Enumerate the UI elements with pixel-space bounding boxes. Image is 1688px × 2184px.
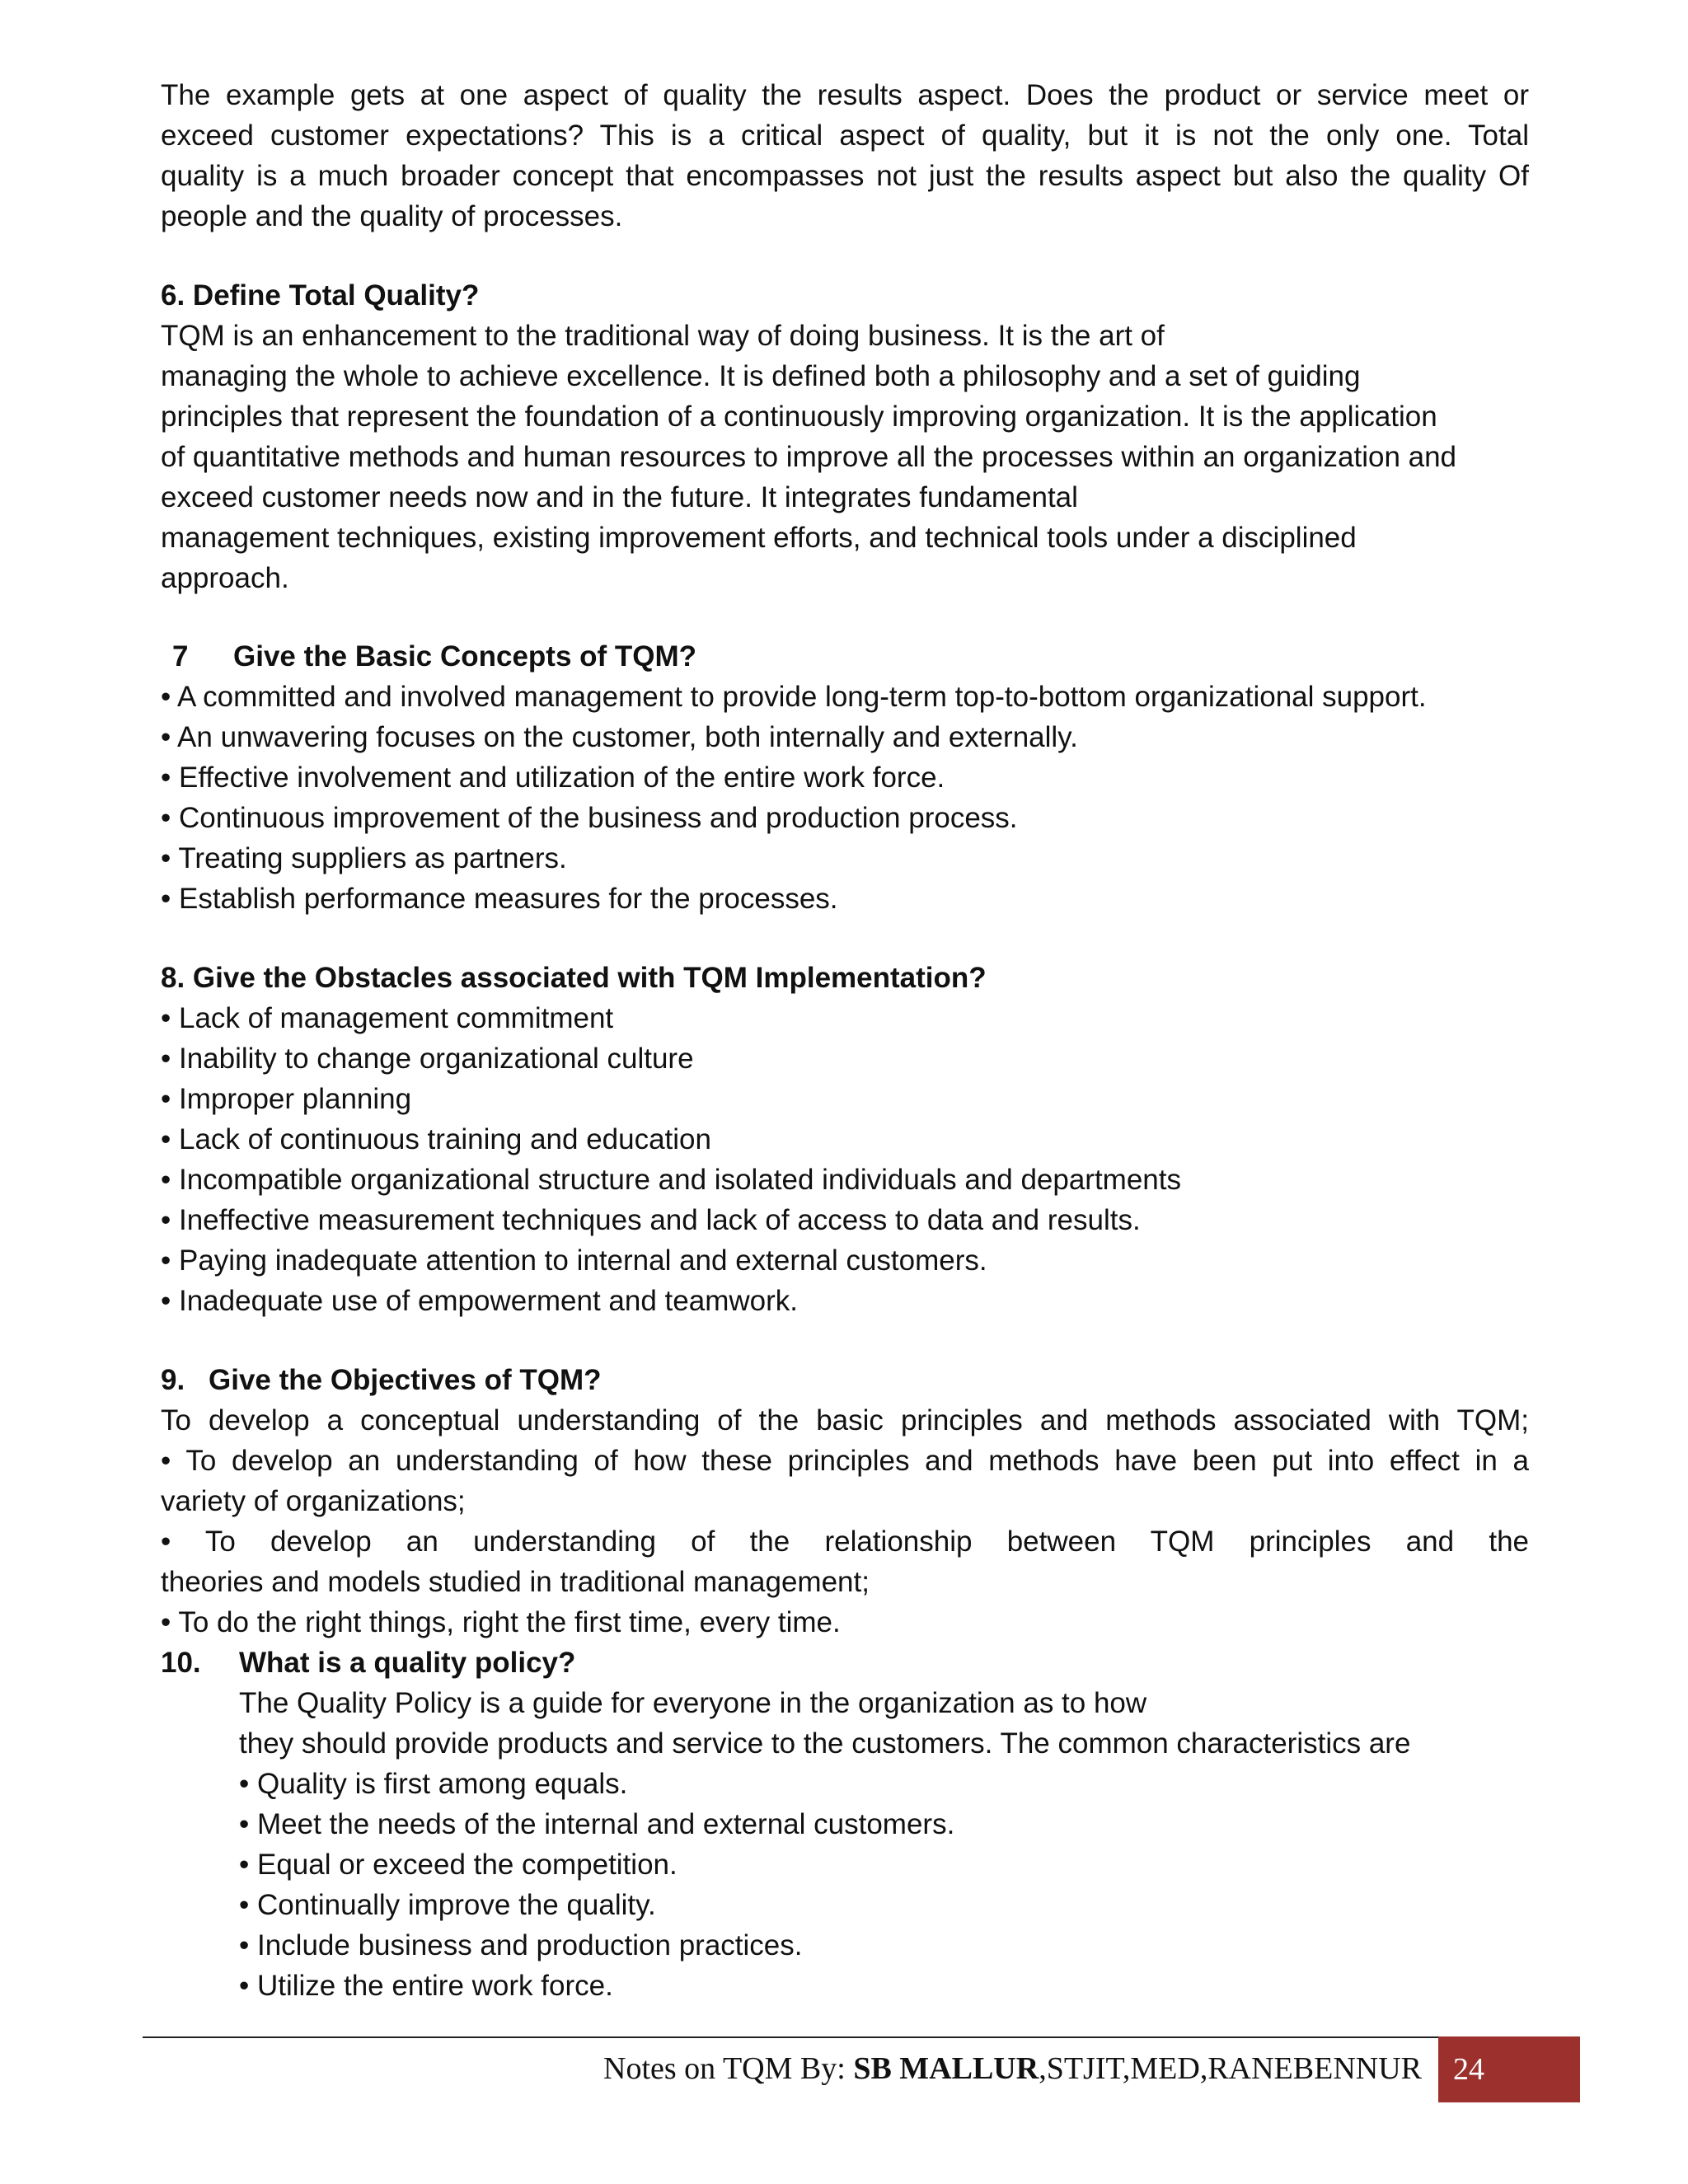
q9-line: • To develop an understanding of how these principles and methods have been put into effect in a — [161, 1445, 1529, 1477]
footer-suffix: ,STJIT,MED,RANEBENNUR — [1039, 2051, 1422, 2086]
footer-prefix: Notes on TQM By: — [603, 2051, 854, 2086]
q8-item: • Lack of management commitment — [161, 1002, 614, 1034]
footer-credit — [603, 2044, 1422, 2093]
page-number: 24 — [1438, 2036, 1580, 2102]
q6-line: of quantitative methods and human resources to improve all the processes within an organization and — [161, 441, 1457, 473]
section-q7 — [161, 636, 1529, 919]
q9-line: To develop a conceptual understanding of the basic principles and methods associated with TQM; — [161, 1404, 1529, 1436]
q8-item: • Paying inadequate attention to internal and external customers. — [161, 1244, 987, 1277]
q8-heading: 8. Give the Obstacles associated with TQM Implementation? — [161, 962, 987, 994]
q7-heading-text: Give the Basic Concepts of TQM? — [233, 640, 697, 673]
section-q8 — [161, 958, 1529, 1321]
q6-heading: 6. Define Total Quality? — [161, 279, 480, 312]
q7-item: • Treating suppliers as partners. — [161, 842, 567, 874]
q9-number: 9. — [161, 1364, 185, 1396]
q9-line: variety of organizations; — [161, 1485, 466, 1517]
q7-item: • Effective involvement and utilization of the entire work force. — [161, 762, 945, 794]
q10-number: 10. — [161, 1647, 201, 1679]
q10-heading-text: What is a quality policy? — [239, 1647, 576, 1679]
q7-item: • An unwavering focuses on the customer, both internally and externally. — [161, 721, 1078, 753]
q9-line: • To do the right things, right the first time, every time. — [161, 1606, 841, 1638]
intro-line: people and the quality of processes. — [161, 200, 623, 232]
q10-line: The Quality Policy is a guide for everyone in the organization as to how — [239, 1687, 1147, 1719]
intro-line: The example gets at one aspect of quality the results aspect. Does the product or service meet or — [161, 79, 1529, 111]
q10-line: • Utilize the entire work force. — [239, 1970, 613, 2002]
q10-line: • Quality is first among equals. — [239, 1768, 628, 1800]
q9-heading — [161, 1360, 1529, 1400]
q7-item: • Continuous improvement of the business and production process. — [161, 802, 1018, 834]
q8-item: • Incompatible organizational structure and isolated individuals and departments — [161, 1164, 1181, 1196]
q6-line: management techniques, existing improvement efforts, and technical tools under a disciplined — [161, 522, 1357, 554]
q8-item: • Improper planning — [161, 1083, 412, 1115]
q6-line: principles that represent the foundation of a continuously improving organization. It is the application — [161, 401, 1437, 433]
q8-item: • Ineffective measurement techniques and lack of access to data and results. — [161, 1204, 1141, 1236]
q10-line: • Equal or exceed the competition. — [239, 1849, 678, 1881]
q8-item: • Inadequate use of empowerment and teamwork. — [161, 1285, 798, 1317]
q9-line: • To develop an understanding of the relationship between TQM principles and the — [161, 1526, 1529, 1558]
q8-item: • Inability to change organizational culture — [161, 1043, 694, 1075]
q6-line: managing the whole to achieve excellence. It is defined both a philosophy and a set of guiding — [161, 360, 1361, 392]
q10-line: they should provide products and service to the customers. The common characteristics are — [239, 1727, 1411, 1760]
footer-divider — [143, 2036, 1447, 2038]
q10-line: • Continually improve the quality. — [239, 1889, 656, 1921]
footer-author: SB MALLUR — [853, 2051, 1039, 2086]
q10-heading — [161, 1643, 1529, 1683]
q7-item: • Establish performance measures for the processes. — [161, 883, 838, 915]
q7-item: • A committed and involved management to provide long-term top-to-bottom organizational support. — [161, 681, 1427, 713]
intro-line: exceed customer expectations? This is a critical aspect of quality, but it is not the only one. Total — [161, 120, 1529, 152]
q10-line: • Include business and production practices. — [239, 1929, 803, 1961]
intro-paragraph — [161, 75, 1529, 237]
section-q9 — [161, 1360, 1529, 1643]
q7-number: 7 — [172, 640, 189, 673]
q10-line: • Meet the needs of the internal and external customers. — [239, 1808, 955, 1840]
q6-line: TQM is an enhancement to the traditional way of doing business. It is the art of — [161, 320, 1165, 352]
section-q10 — [161, 1643, 1529, 2006]
q8-item: • Lack of continuous training and education — [161, 1123, 711, 1155]
intro-line: quality is a much broader concept that encompasses not just the results aspect but also the quality Of — [161, 160, 1529, 192]
q6-line: exceed customer needs now and in the future. It integrates fundamental — [161, 481, 1078, 513]
q9-heading-text: Give the Objectives of TQM? — [209, 1364, 602, 1396]
q9-line: theories and models studied in traditional management; — [161, 1566, 870, 1598]
section-q6 — [161, 275, 1529, 598]
q6-line: approach. — [161, 562, 289, 594]
q7-heading — [161, 636, 1529, 677]
